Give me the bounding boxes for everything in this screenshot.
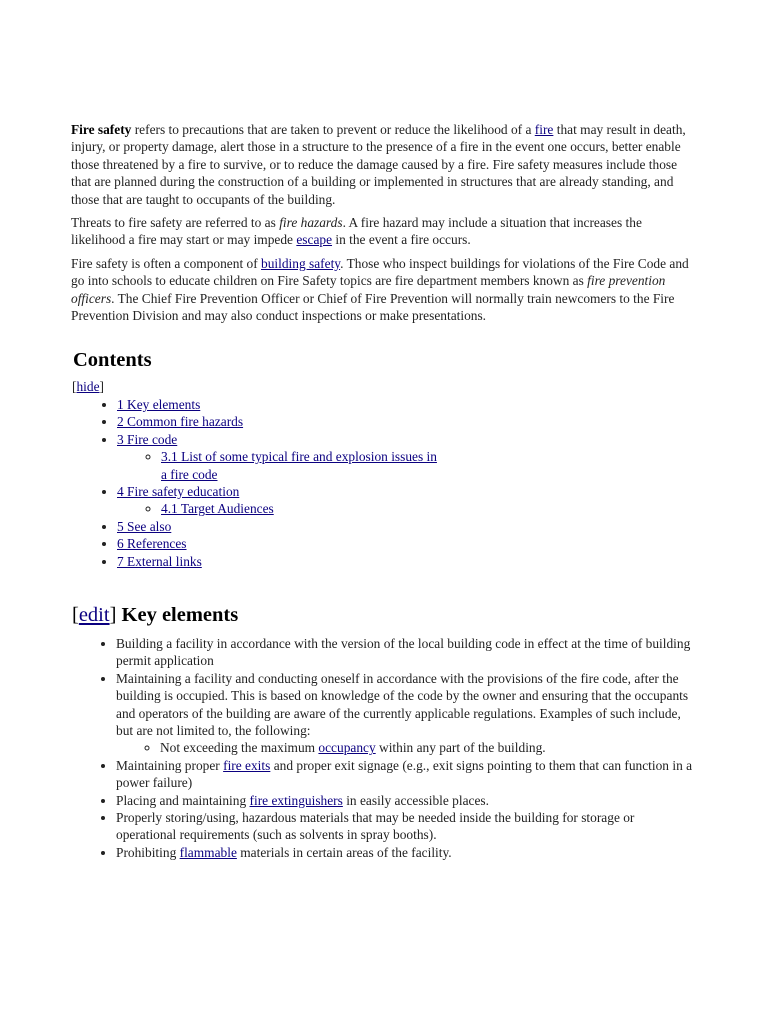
- toc-item: [117, 431, 697, 483]
- intro-text: that may result in death, injury, or property damage, alert those in a structure to the presence of a fire in the event one occurs, better enable those threatened by a fire to survive, or to reduce the damage caused by a fire. Fire safety measures include those that are planned during the construction of a building or implemented in structures that are already standing, and those that are taught to occupants of the building.: [71, 122, 686, 207]
- toc-link-common-fire-hazards[interactable]: 2 Common fire hazards: [117, 414, 244, 430]
- intro-text: in the event a fire occurs.: [332, 232, 471, 248]
- link-occupancy[interactable]: occupancy: [318, 740, 376, 756]
- term-fire-prevention-officers: fire prevention officers: [71, 273, 666, 306]
- list-item: [160, 739, 697, 756]
- intro-text: . The Chief Fire Prevention Officer or Chief of Fire Prevention will normally train newcomers to the Fire Prevention Division and may also conduct inspections or make presentations.: [71, 290, 675, 324]
- toc-item: [161, 448, 441, 483]
- list-item-text: within any part of the building.: [375, 740, 546, 756]
- list-item-text: Not exceeding the maximum: [160, 740, 319, 756]
- bracket: ]: [99, 379, 104, 395]
- link-escape[interactable]: escape: [296, 232, 333, 248]
- toc-title: Contents: [73, 349, 152, 372]
- section-title: Key elements: [116, 603, 239, 626]
- list-item: • Properly storing/using, hazardous materials that may be needed inside the building for storage or operational requirements (such as solvents in spray booths).: [116, 809, 697, 844]
- edit-link[interactable]: edit: [78, 603, 110, 626]
- toc-item: [161, 500, 441, 517]
- bracket: [: [72, 603, 79, 626]
- toc-link-fire-code[interactable]: 3 Fire code: [117, 431, 178, 447]
- section-heading-key-elements: [72, 603, 697, 627]
- nested-list: [116, 739, 697, 756]
- list-item-text: in easily accessible places.: [342, 792, 489, 808]
- list-item: [116, 757, 697, 792]
- intro-text: . A fire hazard may include a situation that increases the likelihood a fire may start or may impede: [71, 215, 642, 248]
- toc-item: [117, 413, 697, 430]
- list-item: • Building a facility in accordance with the version of the local building code in effect at the time of building permit application: [116, 635, 697, 670]
- link-fire-extinguishers[interactable]: fire extinguishers: [249, 792, 343, 808]
- bracket: [: [72, 379, 77, 395]
- toc-hide-link[interactable]: hide: [76, 379, 100, 395]
- toc-item: [117, 396, 697, 413]
- toc-item: [117, 535, 697, 552]
- toc-item: [117, 553, 697, 570]
- link-fire[interactable]: fire: [534, 122, 554, 137]
- toc-list: [71, 396, 697, 570]
- toc-link-target-audiences[interactable]: 4.1 Target Audiences: [161, 501, 274, 517]
- intro-paragraph-1: [71, 121, 697, 208]
- list-item: [116, 670, 697, 757]
- list-item: [116, 844, 697, 861]
- list-item-text: Maintaining a facility and conducting oneself in accordance with the provisions of the fire code, after the building is occupied. This is based on knowledge of the code by the owner and ensuring that the occupants and operators of the building are aware of the currently applicable regulations. Examples of such include, but are not limited to, the following:: [116, 670, 689, 738]
- toc-link-external-links[interactable]: 7 External links: [117, 553, 202, 569]
- key-elements-list: [71, 635, 697, 861]
- intro-paragraph-2: [71, 214, 697, 249]
- intro-text: refers to precautions that are taken to prevent or reduce the likelihood of a: [131, 122, 535, 137]
- intro-text: . Those who inspect buildings for violations of the Fire Code and go into schools to educate children on Fire Safety topics are fire department members known as: [71, 255, 689, 289]
- toc-link-list-of-issues[interactable]: 3.1 List of some typical fire and explosion issues in a fire code: [161, 449, 437, 482]
- bracket: ]: [109, 603, 117, 626]
- list-item-text: and proper exit signage (e.g., exit signs pointing to them that can function in a power failure): [116, 757, 693, 791]
- toc-link-key-elements[interactable]: 1 Key elements: [117, 396, 201, 412]
- toc-sublist: [117, 500, 441, 517]
- link-building-safety[interactable]: building safety: [261, 255, 341, 271]
- toc-sublist: [117, 448, 441, 483]
- toc-link-fire-safety-education[interactable]: 4 Fire safety education: [117, 483, 240, 499]
- intro-text: Fire safety is often a component of: [71, 255, 262, 271]
- article-body: [71, 121, 697, 861]
- table-of-contents: [71, 378, 697, 569]
- toc-link-references[interactable]: 6 References: [117, 536, 187, 552]
- toc-item: [117, 518, 697, 535]
- link-flammable[interactable]: flammable: [179, 844, 237, 860]
- toc-link-see-also[interactable]: 5 See also: [117, 518, 172, 534]
- intro-paragraph-3: [71, 255, 697, 325]
- list-item: [116, 792, 697, 809]
- list-item-text: Placing and maintaining: [116, 792, 250, 808]
- toc-item: [117, 483, 697, 518]
- list-item-text: materials in certain areas of the facility.: [236, 844, 452, 860]
- toc-hide-toggle: [72, 378, 697, 395]
- link-fire-exits[interactable]: fire exits: [223, 757, 271, 773]
- term-fire-safety: Fire safety: [71, 122, 132, 137]
- term-fire-hazards: fire hazards: [279, 215, 343, 231]
- intro-section: [71, 121, 697, 324]
- list-item-text: Prohibiting: [116, 844, 180, 860]
- list-item-text: Maintaining proper: [116, 757, 224, 773]
- intro-text: Threats to fire safety are referred to as: [71, 215, 280, 231]
